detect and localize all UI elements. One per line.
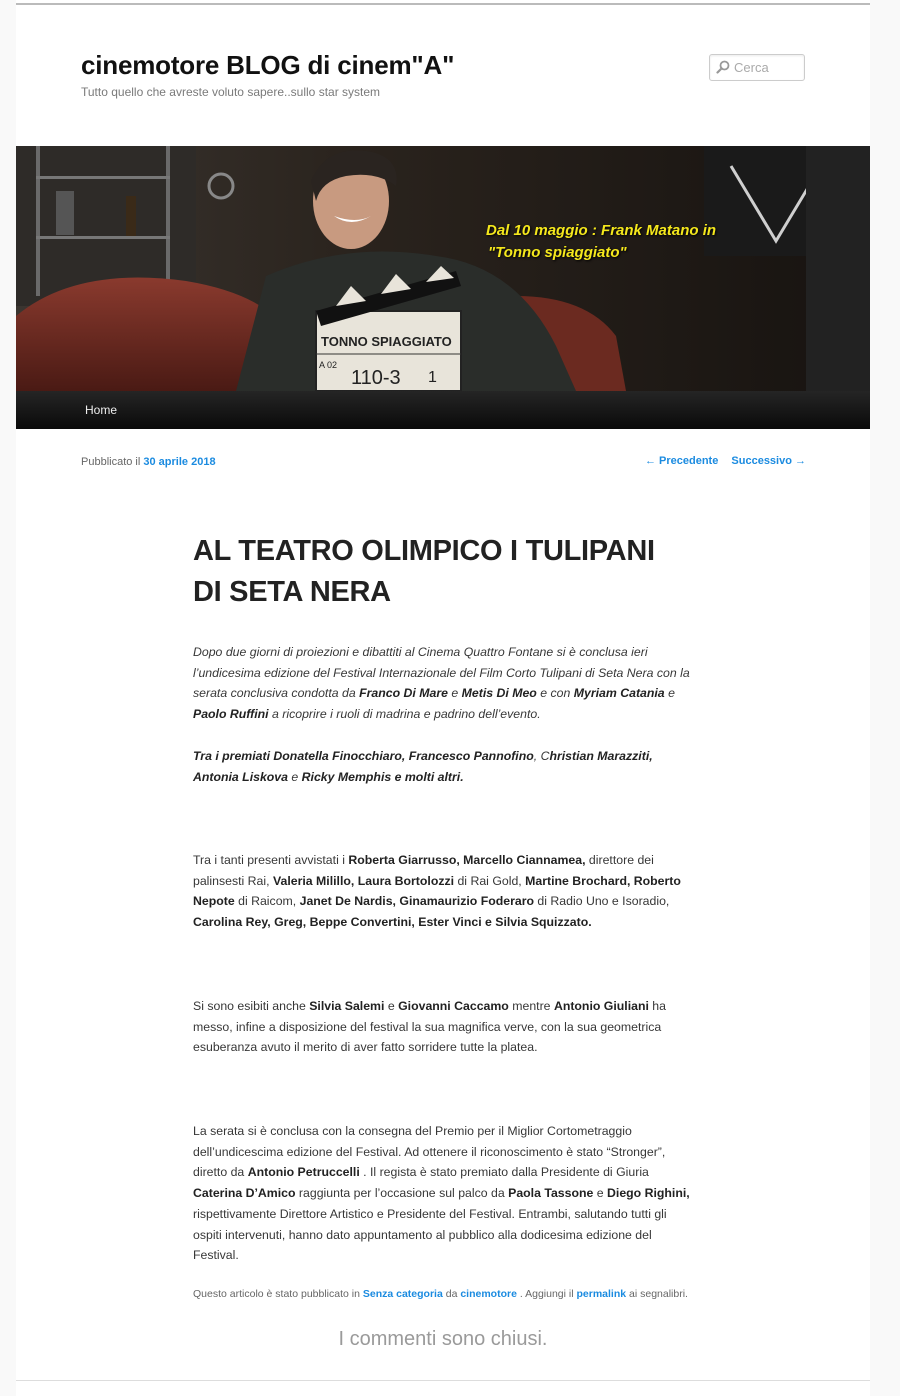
clapper-numbers: 110-3: [351, 367, 401, 389]
main-navigation: [16, 391, 870, 429]
search-input[interactable]: [734, 58, 800, 76]
nav-home-link[interactable]: Home: [85, 403, 118, 417]
page: [16, 0, 870, 1396]
category-link[interactable]: Senza categoria: [362, 1288, 443, 1300]
clapper-title: TONNO SPIAGGIATO: [321, 334, 452, 349]
paragraph-intro: Dopo due giorni di proiezioni e dibattiti al Cinema Quattro Fontane si è conclusa ieri l’undicesima edizione del Festival Internazionale del Film Corto Tulipani di Seta Nera con la serata conclusiva condotta da Franco Di Mare e Metis Di Meo e con Myriam Catania e Paolo Ruffini a ricoprire i ruoli di madrina e padrino dell’evento.: [193, 645, 690, 722]
posted-on: [81, 456, 216, 468]
paragraph-performers: Si sono esibiti anche Silvia Salemi e Giovanni Caccamo mentre Antonio Giuliani ha messo, infine a disposizione del festival la sua magnifica verve, con la sua geometrica esuberanza avuto il merito di aver fatto sorridere tutte la platea.: [193, 999, 666, 1055]
site-description: Tutto quello che avreste voluto sapere..sullo star system: [81, 85, 381, 99]
clapper-scene: A 02: [319, 360, 338, 370]
paragraph-guests: Tra i tanti presenti avvistati i Roberta Giarrusso, Marcello Ciannamea, direttore dei palinsesti Rai, Valeria Milillo, Laura Bortolozzi di Rai Gold, Martine Brochard, Roberto Nepote di Raicom, Janet De Nardis, Ginamaurizio Foderaro di Radio Uno e Isoradio, Carolina Rey, Greg, Beppe Convertini, Ester Vinci e Silvia Squizzato.: [193, 853, 681, 930]
paragraph-winners: Tra i premiati Donatella Finocchiaro, Francesco Pannofino, Christian Marazziti, Antonia Liskova e Ricky Memphis e molti altri.: [193, 749, 653, 784]
permalink-link[interactable]: permalink: [576, 1288, 627, 1300]
posted-prefix: Pubblicato il: [81, 456, 141, 468]
entry-meta: Questo articolo è stato pubblicato in Senza categoria da cinemotore . Aggiungi il permalink ai segnalibri.: [193, 1288, 688, 1300]
banner-caption-line2: "Tonno spiaggiato": [488, 244, 627, 261]
next-post-link[interactable]: Successivo →: [731, 455, 806, 467]
search-icon: [716, 60, 730, 74]
search-box[interactable]: [709, 54, 805, 81]
comments-closed-notice: I commenti sono chiusi.: [338, 1328, 548, 1350]
footer-divider: [16, 1380, 870, 1381]
previous-post-link[interactable]: ← Precedente: [644, 455, 719, 467]
paragraph-award: La serata si è conclusa con la consegna del Premio per il Miglior Cortometraggio dell’undicescima edizione del Festival. Ad ottenere il riconoscimento è stato “Stronger”, diretto da Antonio Petruccelli . Il regista è stato premiato dalla Presidente di Giuria Caterina D’Amico raggiunta per l’occasione sul palco da Paola Tassone e Diego Righini, rispettivamente Direttore Artistico e Presidente del Festival. Entrambi, salutando tutti gli ospiti intervenuti, hanno dato appuntamento al pubblico alla dodicesima edizione del Festival.: [193, 1124, 690, 1263]
author-link[interactable]: cinemotore: [460, 1288, 517, 1300]
header-banner-image[interactable]: [16, 146, 870, 391]
top-rule: [16, 3, 870, 5]
post-navigation: [635, 455, 806, 467]
entry-title: AL TEATRO OLIMPICO I TULIPANI DI SETA NERA: [193, 535, 655, 608]
clapper-take: 1: [428, 369, 437, 386]
post-date-link[interactable]: 30 aprile 2018: [143, 456, 216, 468]
site-title[interactable]: cinemotore BLOG di cinem"A": [81, 50, 455, 80]
banner-caption-line1: Dal 10 maggio : Frank Matano in: [486, 222, 717, 239]
